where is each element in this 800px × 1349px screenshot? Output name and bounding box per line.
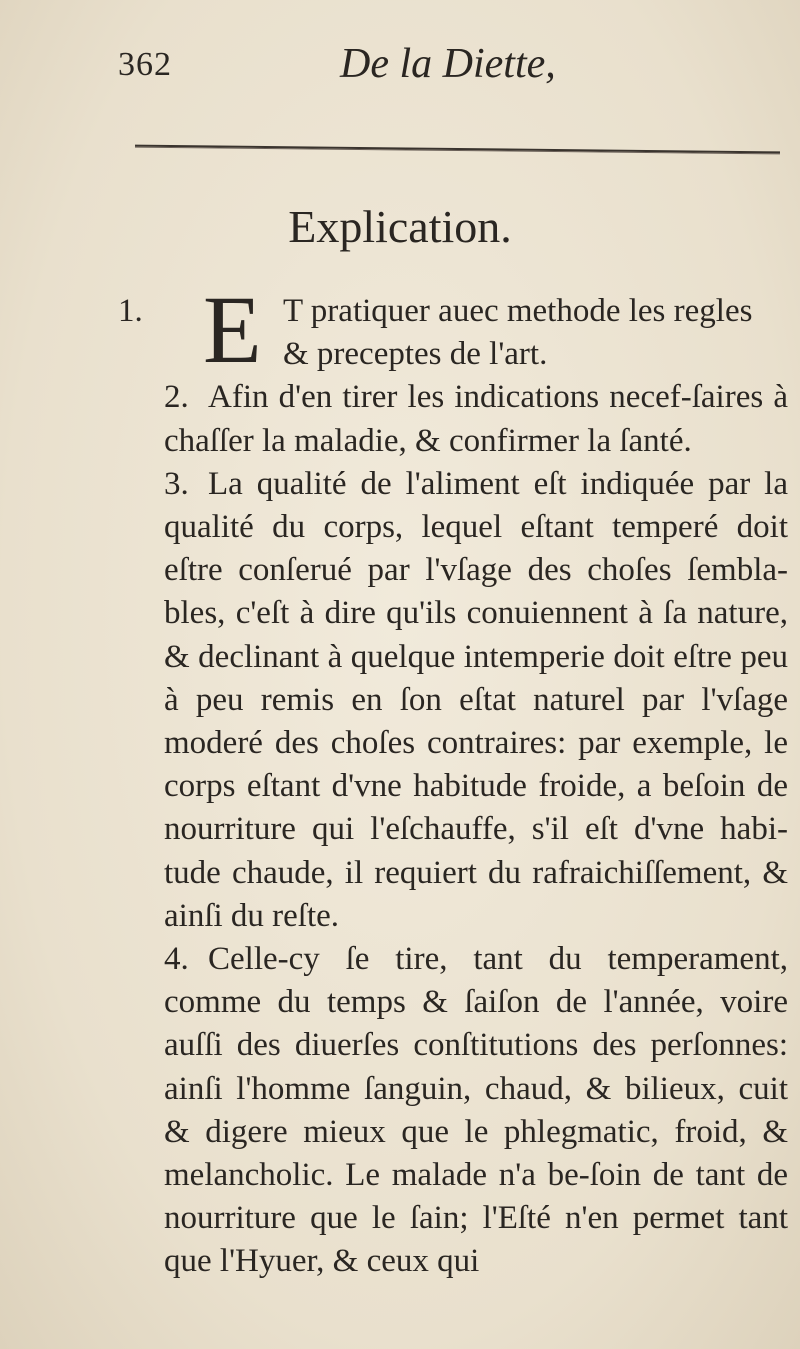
- paragraph-text: Afin d'en tirer les indications necef-ſaires à chaſſer la maladie, & confirmer la ſanté.: [164, 379, 788, 459]
- paragraph-3: [118, 463, 788, 938]
- section-title: Explication.: [288, 201, 512, 252]
- page-number: 362: [118, 46, 172, 83]
- running-title: De la Diette,: [340, 41, 556, 87]
- paragraph-number: 2.: [164, 379, 189, 416]
- page-header: [118, 40, 678, 100]
- paragraph-text: La qualité de l'aliment eſt indiquée par la qualité du corps, lequel eſtant temperé doit eſtre conſerué par l'vſage des choſes ſembla-bles, c'eſt à dire qu'ils conuiennent à ſa nature, & declinant à quelque intemperie doit eſtre peu à peu remis en ſon eſtat naturel par l'vſage moderé des choſes contraires: par exemple, le corps eſtant d'vne habitude froide, a beſoin de nourriture qui l'eſchauffe, s'il eſt d'vne habi-tude chaude, il requiert du rafraichiſſement, & ainſi du reſte.: [164, 465, 788, 934]
- body-text: [118, 276, 788, 1284]
- paragraph-1-line-1: T pratiquer auec methode les regles: [283, 293, 753, 329]
- paragraph-number: 1.: [118, 293, 143, 329]
- paragraph-1: [118, 276, 788, 383]
- paragraph-number: 3.: [164, 465, 189, 502]
- paragraph-text: Celle-cy ſe tire, tant du temperament, comme du temps & ſaiſon de l'année, voire auſſi des diuerſes conſtitutions des perſonnes: ainſi l'homme ſanguin, chaud, & bilieux, cuit & digere mieux que le phlegmatic, froid, & melancholic. Le malade n'a be-ſoin de tant de nourriture que le ſain; l'Eſté n'en permet tant que l'Hyuer, & ceux qui: [164, 941, 788, 1280]
- paragraph-4: [118, 938, 788, 1284]
- paragraph-number: 4.: [164, 941, 189, 978]
- paragraph-1-line-2: & preceptes de l'art.: [283, 336, 548, 373]
- paragraph-2: [118, 376, 788, 462]
- drop-cap: E: [203, 276, 262, 383]
- header-rule: [135, 145, 780, 155]
